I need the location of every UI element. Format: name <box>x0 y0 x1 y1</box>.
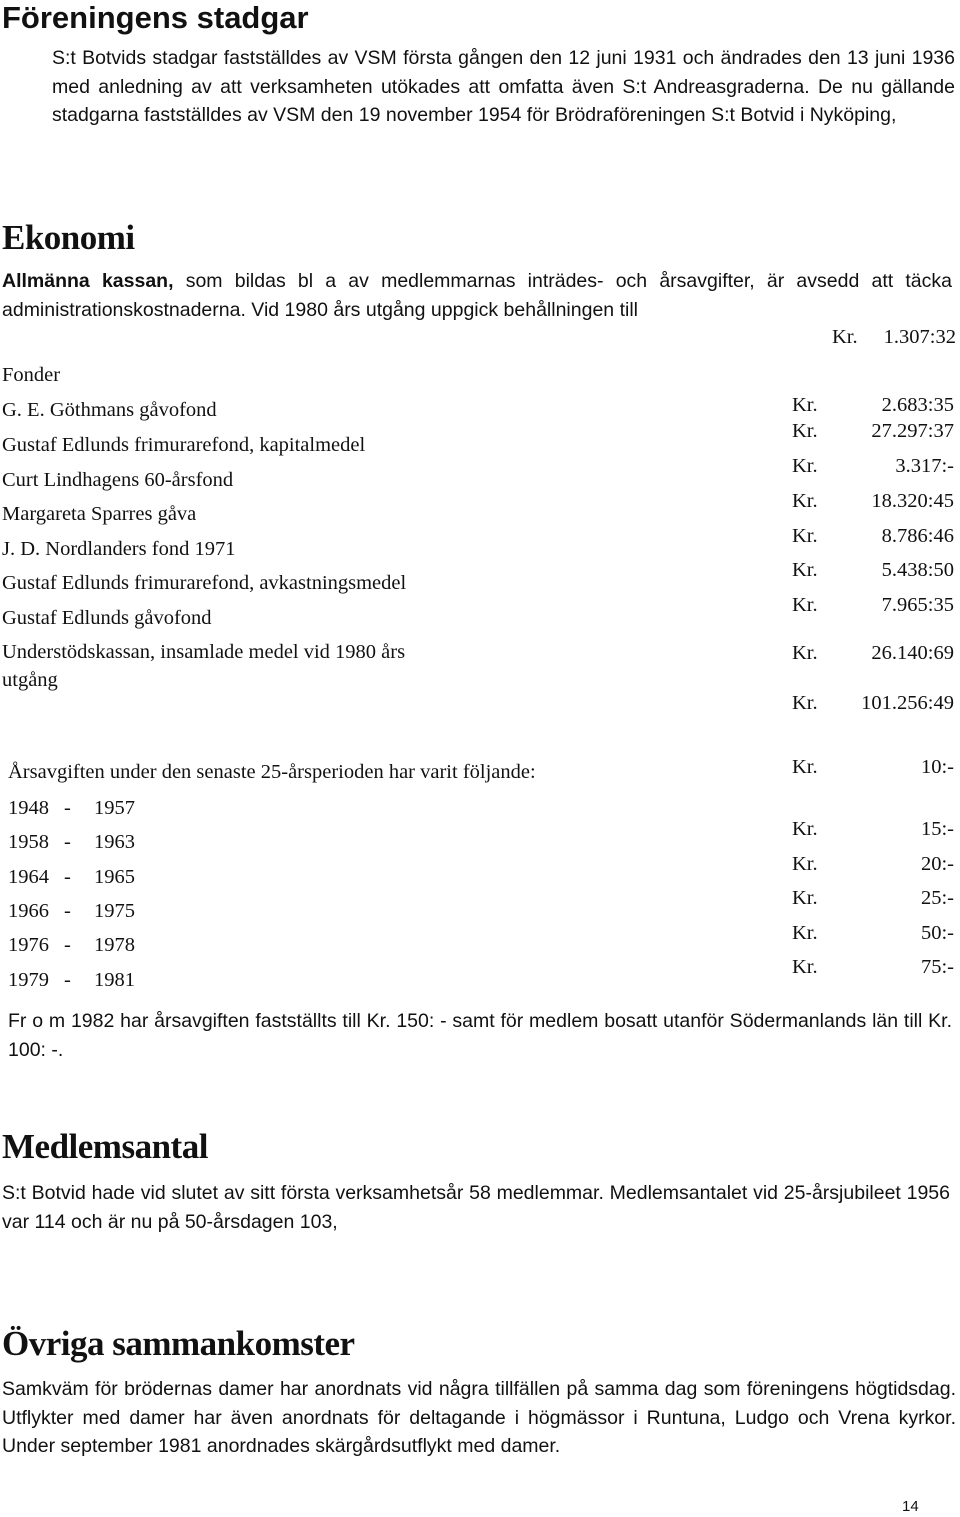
fee-value: 20:- <box>920 853 954 875</box>
fee-value: 15:- <box>920 818 954 840</box>
fee-value: 10:- <box>920 756 954 778</box>
fee-dash: - <box>64 934 71 956</box>
fund-currency: Kr. <box>792 594 818 616</box>
fund-value: 27.297:37 <box>871 420 954 442</box>
understodskassan-line2: utgång <box>2 669 58 691</box>
fund-value: 8.786:46 <box>881 525 954 547</box>
total-value: 101.256:49 <box>861 692 954 714</box>
fee-value: 75:- <box>920 956 954 978</box>
fee-year-from: 1964 <box>8 866 49 888</box>
fee-currency: Kr. <box>792 922 818 944</box>
balance-value: 1.307:32 <box>883 326 956 348</box>
fund-value: 2.683:35 <box>881 394 954 416</box>
total-currency: Kr. <box>792 692 818 714</box>
fund-name: Margareta Sparres gåva <box>2 503 197 525</box>
fee-value: 25:- <box>920 887 954 909</box>
page-number: 14 <box>902 1498 919 1515</box>
fund-name: Curt Lindhagens 60-årsfond <box>2 469 234 491</box>
fees-intro: Årsavgiften under den senaste 25-årsperioden har varit följande: <box>8 761 536 783</box>
fee-year-from: 1976 <box>8 934 49 956</box>
medlemsantal-paragraph: S:t Botvid hade vid slutet av sitt första verksamhetsår 58 medlemmar. Medlemsantalet vid 25-årsjubileet 1956 var 114 och är nu på 50-årsdagen 103, <box>2 1182 950 1233</box>
fee-dash: - <box>64 831 71 853</box>
fee-dash: - <box>64 797 71 819</box>
fee-dash: - <box>64 866 71 888</box>
fee-dash: - <box>64 969 71 991</box>
fund-currency: Kr. <box>792 525 818 547</box>
ovriga-paragraph: Samkväm för brödernas damer har anordnats vid några tillfällen på samma dag som föreningens högtidsdag. Utflykter med damer har även anordnats för deltagande i högmässor i Runtuna, Ludgo och Vrena kyrkor. Under september 1981 anordnades skärgårdsutflykt med damer. <box>2 1378 956 1457</box>
fund-value: 18.320:45 <box>871 490 954 512</box>
allmanna-kassan-label: Allmänna kassan, <box>2 270 174 292</box>
fee-currency: Kr. <box>792 756 818 778</box>
fee-year-to: 1978 <box>94 934 135 956</box>
stadgar-paragraph: S:t Botvids stadgar fastställdes av VSM första gången den 12 juni 1931 och ändrades den 13 juni 1936 med anledning av att verksamheten utökades att omfatta även S:t Andreasgraderna. De nu gällande stadgarna fastställdes av VSM den 19 november 1954 för Brödraföreningen S:t Botvid i Nyköping, <box>52 47 955 126</box>
fund-name: G. E. Göthmans gåvofond <box>2 399 217 421</box>
section-heading-stadgar: Föreningens stadgar <box>2 0 309 35</box>
ekonomi-intro-paragraph <box>2 267 952 324</box>
fund-value: 7.965:35 <box>881 594 954 616</box>
fund-currency: Kr. <box>792 559 818 581</box>
fund-currency: Kr. <box>792 455 818 477</box>
fonder-label: Fonder <box>2 364 61 386</box>
fund-currency: Kr. <box>792 490 818 512</box>
fund-value: 3.317:- <box>895 455 954 477</box>
fee-year-to: 1963 <box>94 831 135 853</box>
balance-currency: Kr. <box>832 326 858 348</box>
fund-name: Gustaf Edlunds frimurarefond, avkastningsmedel <box>2 572 407 594</box>
fund-name: Gustaf Edlunds gåvofond <box>2 607 212 629</box>
fee-year-from: 1979 <box>8 969 49 991</box>
fee-year-from: 1966 <box>8 900 49 922</box>
fee-year-to: 1965 <box>94 866 135 888</box>
section-heading-medlemsantal: Medlemsantal <box>2 1127 208 1166</box>
fund-value: 5.438:50 <box>881 559 954 581</box>
fee-year-to: 1981 <box>94 969 135 991</box>
section-heading-ovriga: Övriga sammankomster <box>2 1324 355 1363</box>
fee-currency: Kr. <box>792 887 818 909</box>
fee-year-to: 1975 <box>94 900 135 922</box>
fee-year-from: 1958 <box>8 831 49 853</box>
fee-currency: Kr. <box>792 853 818 875</box>
fee-year-from: 1948 <box>8 797 49 819</box>
understodskassan-line1: Understödskassan, insamlade medel vid 1980 års <box>2 641 406 663</box>
allmanna-kassan-text: som bildas bl a av medlemmarnas inträdes- och årsavgifter, är avsedd att täcka administrationskostnaderna. Vid 1980 års utgång uppgick behållningen till <box>2 270 952 321</box>
fee-currency: Kr. <box>792 956 818 978</box>
fund-currency: Kr. <box>792 394 818 416</box>
section-heading-ekonomi: Ekonomi <box>2 218 135 257</box>
fee-value: 50:- <box>920 922 954 944</box>
fee-year-to: 1957 <box>94 797 135 819</box>
fees-note: Fr o m 1982 har årsavgiften fastställts till Kr. 150: - samt för medlem bosatt utanför Södermanlands län till Kr. 100: -. <box>8 1010 952 1061</box>
fee-currency: Kr. <box>792 818 818 840</box>
fee-dash: - <box>64 900 71 922</box>
understod-value: 26.140:69 <box>871 642 954 664</box>
fund-currency: Kr. <box>792 420 818 442</box>
fund-name: Gustaf Edlunds frimurarefond, kapitalmedel <box>2 434 366 456</box>
fund-name: J. D. Nordlanders fond 1971 <box>2 538 236 560</box>
understod-currency: Kr. <box>792 642 818 664</box>
